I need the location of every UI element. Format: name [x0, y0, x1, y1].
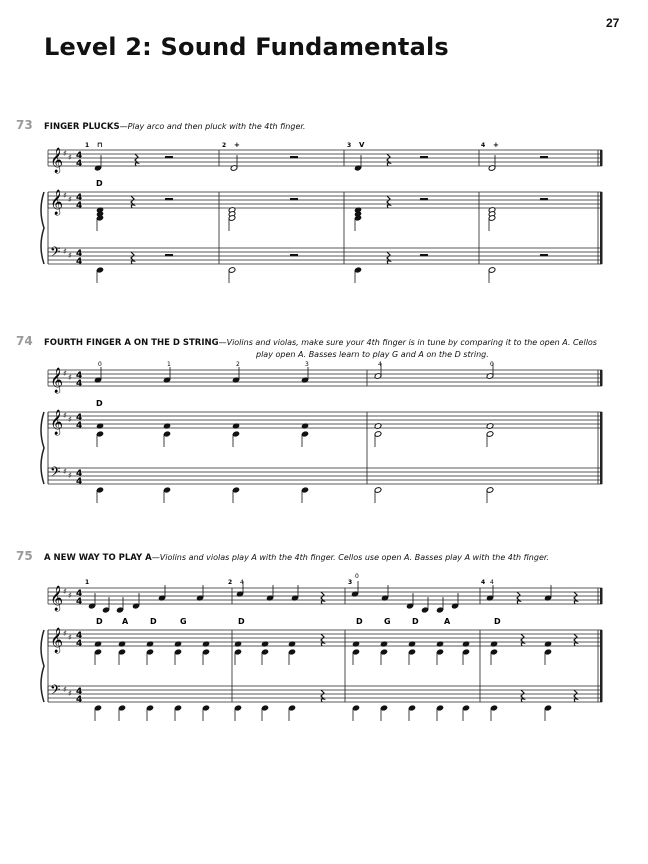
time-signature-bottom: 4 [76, 421, 83, 431]
half-rest-icon [420, 156, 428, 158]
chord-symbol: D [150, 617, 157, 626]
half-rest-icon [420, 198, 428, 200]
half-rest-icon [290, 198, 298, 200]
treble-clef-icon: 𝄞 [50, 628, 64, 653]
exercise-74-number: 74 [16, 334, 33, 348]
chord-symbol: D [96, 179, 103, 188]
time-signature-top: 4 [76, 631, 83, 641]
sharp-icon: ♯ [63, 369, 67, 378]
exercise-74-description-cont: play open A. Basses learn to play G and A on the D string. [256, 350, 489, 359]
sharp-icon: ♯ [68, 195, 72, 204]
sharp-icon: ♯ [63, 587, 67, 596]
final-barline-thick [600, 370, 603, 386]
time-signature-top: 4 [76, 413, 83, 423]
chord-symbol: D [356, 617, 363, 626]
chord-symbol: A [444, 617, 451, 626]
measure-number: 1 [85, 579, 90, 586]
half-rest-icon [165, 156, 173, 158]
bowing-marking: + [234, 141, 240, 149]
sharp-icon: ♯ [63, 467, 67, 476]
final-barline-thick [600, 412, 603, 484]
time-signature-top: 4 [76, 589, 83, 599]
half-rest-icon [540, 198, 548, 200]
chord-symbol: G [384, 617, 391, 626]
bass-clef-icon: 𝄢 [50, 244, 61, 263]
sharp-icon: ♯ [68, 689, 72, 698]
time-signature-top: 4 [76, 249, 83, 259]
chord-symbol: D [412, 617, 419, 626]
time-signature-bottom: 4 [76, 639, 83, 649]
quarter-rest-icon [387, 154, 390, 166]
half-rest-icon [420, 254, 428, 256]
grand-staff-brace [41, 630, 44, 702]
final-barline-thick [600, 630, 603, 702]
treble-clef-icon: 𝄞 [50, 586, 64, 611]
bass-clef-icon: 𝄢 [50, 682, 61, 701]
sharp-icon: ♯ [63, 629, 67, 638]
quarter-rest-icon [321, 690, 324, 702]
measure-number: 1 [85, 142, 90, 149]
fingering-number: 3 [305, 361, 309, 368]
time-signature-top: 4 [76, 687, 83, 697]
grand-staff-brace [41, 412, 44, 484]
quarter-rest-icon [321, 592, 324, 604]
exercise-74-description: —Violins and violas, make sure your 4th finger is in tune by comparing it to the open A. Cellos [218, 338, 597, 347]
chord-symbol: D [494, 617, 501, 626]
sharp-icon: ♯ [63, 247, 67, 256]
quarter-rest-icon [521, 634, 524, 646]
chord-symbol: D [96, 617, 103, 626]
measure-number: 2 [228, 579, 233, 586]
half-rest-icon [540, 156, 548, 158]
final-barline-thick [600, 150, 603, 166]
chord-symbol: A [122, 617, 129, 626]
quarter-rest-icon [131, 196, 134, 208]
sharp-icon: ♯ [68, 591, 72, 600]
measure-number: 3 [347, 142, 352, 149]
time-signature-bottom: 4 [76, 201, 83, 211]
sharp-icon: ♯ [68, 373, 72, 382]
treble-clef-icon: 𝄞 [50, 410, 64, 435]
half-rest-icon [540, 254, 548, 256]
chord-symbol: D [238, 617, 245, 626]
treble-clef-icon: 𝄞 [50, 190, 64, 215]
sharp-icon: ♯ [68, 251, 72, 260]
fingering-number: 1 [167, 361, 171, 368]
grand-staff-brace [41, 192, 44, 264]
bass-clef-icon: 𝄢 [50, 464, 61, 483]
half-rest-icon [165, 254, 173, 256]
piano-bass-staff [48, 468, 602, 484]
time-signature-top: 4 [76, 469, 83, 479]
exercise-73-number: 73 [16, 118, 33, 132]
melody-staff [48, 370, 602, 386]
final-barline-thick [600, 192, 603, 264]
quarter-rest-icon [574, 690, 577, 702]
time-signature-bottom: 4 [76, 257, 83, 267]
quarter-rest-icon [135, 154, 138, 166]
exercise-75-number: 75 [16, 549, 33, 563]
exercise-75-title-text: A NEW WAY TO PLAY A [44, 553, 152, 563]
time-signature-bottom: 4 [76, 597, 83, 607]
time-signature-top: 4 [76, 151, 83, 161]
fingering-number: 4 [490, 579, 494, 586]
sharp-icon: ♯ [63, 411, 67, 420]
quarter-rest-icon [521, 690, 524, 702]
time-signature-bottom: 4 [76, 477, 83, 487]
treble-clef-icon: 𝄞 [50, 368, 64, 393]
chord-symbol: G [180, 617, 187, 626]
quarter-rest-icon [131, 252, 134, 264]
melody-staff [48, 150, 602, 166]
half-rest-icon [290, 254, 298, 256]
time-signature-bottom: 4 [76, 379, 83, 389]
time-signature-top: 4 [76, 371, 83, 381]
sharp-icon: ♯ [63, 149, 67, 158]
measure-number: 4 [481, 142, 486, 149]
quarter-rest-icon [321, 634, 324, 646]
fingering-number: 4 [240, 579, 244, 586]
piano-treble-staff [48, 412, 602, 428]
chord-symbol: D [96, 399, 103, 408]
exercise-75-description: —Violins and violas play A with the 4th finger. Cellos use open A. Basses play A with the 4th finger. [151, 553, 549, 562]
final-barline-thick [600, 588, 603, 604]
exercise-74-title-text: FOURTH FINGER A ON THE D STRING [44, 338, 219, 348]
sharp-icon: ♯ [68, 471, 72, 480]
half-rest-icon [290, 156, 298, 158]
exercise-73-title-text: FINGER PLUCKS [44, 122, 120, 132]
bowing-marking: ⊓ [97, 141, 103, 149]
time-signature-top: 4 [76, 193, 83, 203]
measure-number: 2 [222, 142, 227, 149]
measure-number: 4 [481, 579, 486, 586]
fingering-number: 4 [378, 361, 382, 368]
quarter-rest-icon [387, 196, 390, 208]
fingering-number: 0 [98, 361, 102, 368]
page-title: Level 2: Sound Fundamentals [44, 33, 449, 61]
time-signature-bottom: 4 [76, 159, 83, 169]
exercise-73-description: —Play arco and then pluck with the 4th finger. [119, 122, 306, 131]
time-signature-bottom: 4 [76, 695, 83, 705]
bowing-marking: + [493, 141, 499, 149]
sharp-icon: ♯ [63, 191, 67, 200]
bowing-marking: V [359, 141, 365, 149]
sharp-icon: ♯ [68, 153, 72, 162]
half-rest-icon [165, 198, 173, 200]
fingering-number: 0 [490, 361, 494, 368]
sharp-icon: ♯ [68, 633, 72, 642]
page-number: 27 [606, 16, 620, 30]
treble-clef-icon: 𝄞 [50, 148, 64, 173]
fingering-number: 0 [355, 573, 359, 580]
sharp-icon: ♯ [68, 415, 72, 424]
measure-number: 3 [348, 579, 353, 586]
quarter-rest-icon [574, 634, 577, 646]
quarter-rest-icon [387, 252, 390, 264]
quarter-rest-icon [517, 592, 520, 604]
fingering-number: 2 [236, 361, 240, 368]
quarter-rest-icon [574, 592, 577, 604]
sharp-icon: ♯ [63, 685, 67, 694]
